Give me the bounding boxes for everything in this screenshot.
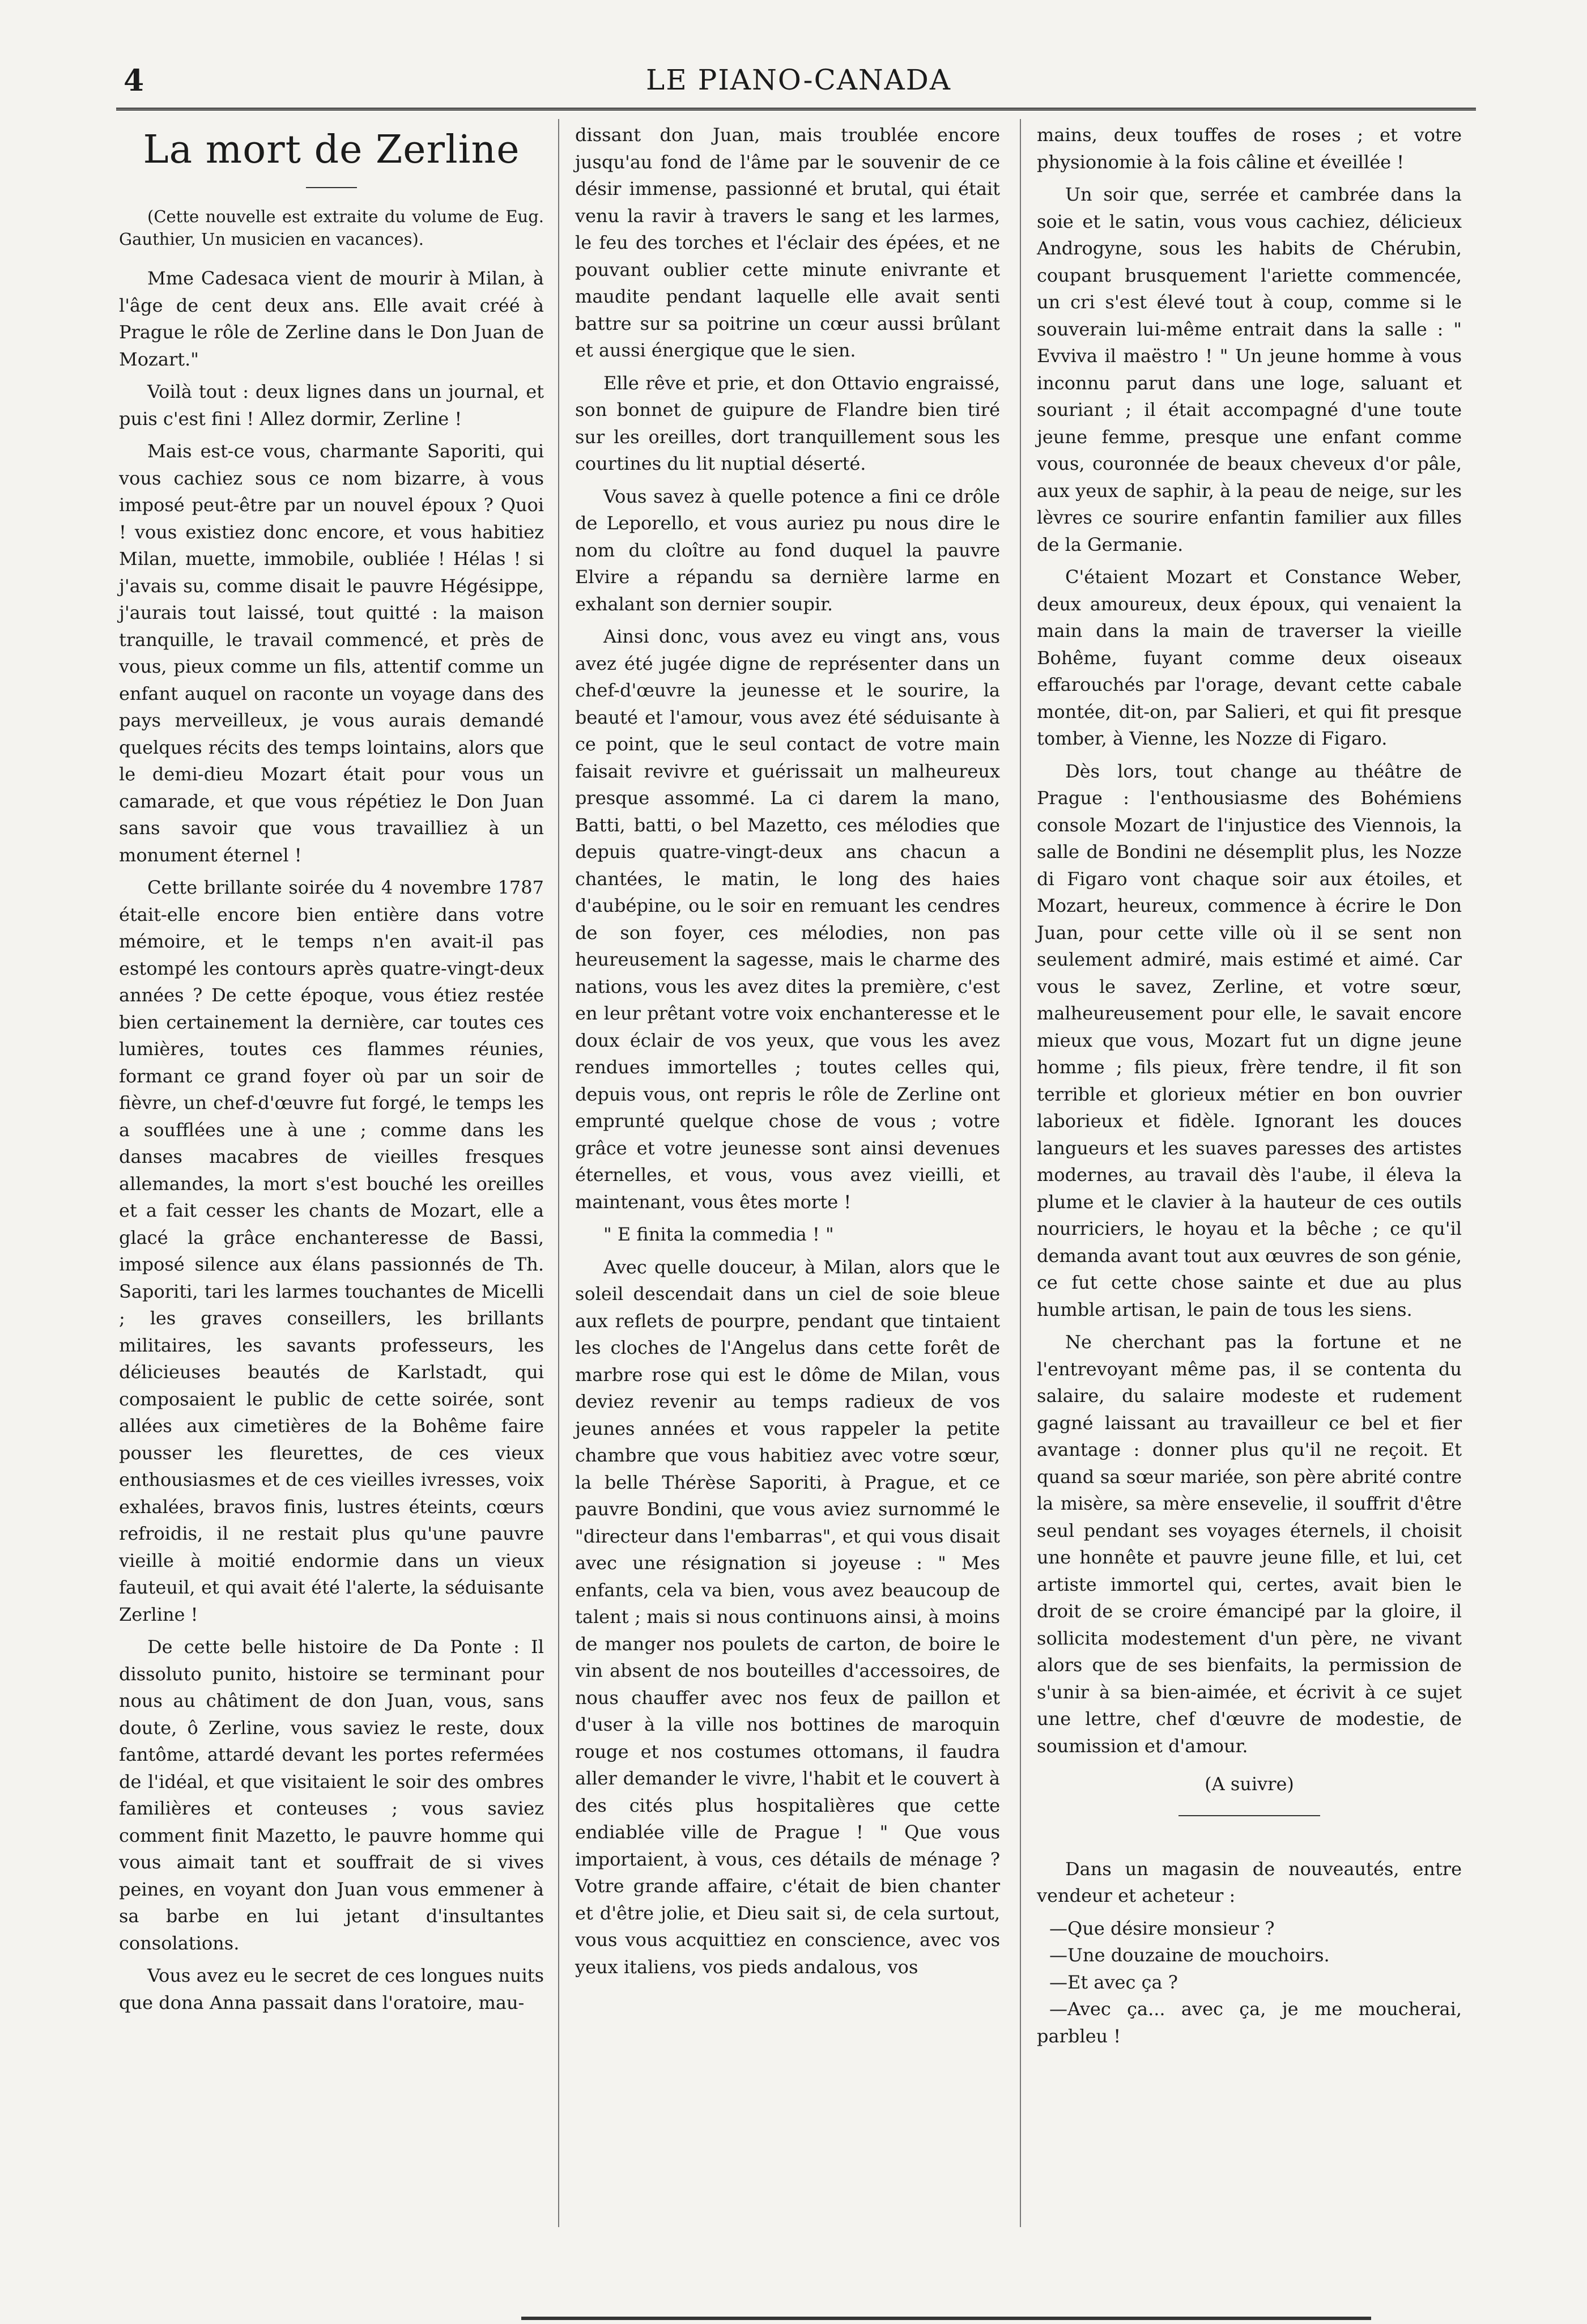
paragraph: mains, deux touffes de roses ; et votre physionomie à la fois câline et éveillée ! (1037, 124, 1462, 173)
paragraph: Elle rêve et prie, et don Ottavio engraissé, son bonnet de guipure de Flandre bien tiré sur les oreilles, dort tranquillement sous les courtines du lit nuptial déserté. (575, 372, 1000, 474)
bottom-rule (521, 2317, 1371, 2320)
page-number: 4 (124, 63, 144, 98)
column-1 (119, 122, 544, 2022)
to-be-continued: (A suivre) (1205, 1773, 1294, 1795)
paragraph: Voilà tout : deux lignes dans un journal, et puis c'est fini ! Allez dormir, Zerline ! (119, 381, 544, 430)
paragraph: Vous savez à quelle potence a fini ce drôle de Leporello, et vous auriez pu nous dire le nom du cloître au fond duquel la pauvre Elvire a répandu sa dernière larme en exhalant son dernier soupir. (575, 485, 1000, 615)
running-title: LE PIANO-CANADA (646, 63, 951, 96)
paragraph: Ne cherchant pas la fortune et ne l'entrevoyant même pas, il se contenta du salaire, du salaire modeste et rudement gagné laissant au travailleur ce bel et fier avantage : donner plus qu'il ne reçoit. Et quand sa sœur mariée, son père abrité contre la misère, sa mère ensevelie, il souffrit d'être seul pendant ses voyages éternels, il choisit une honnête et pauvre jeune fille, et lui, cet artiste immortel qui, certes, avait bien le droit de se croire émancipé par la gloire, il sollicita modestement d'un père, ne vivant alors que de ses bienfaits, la permission de s'unir à sa bien-aimée, et écrivit à ce sujet une lettre, chef d'œuvre de modestie, de soumission et d'amour. (1037, 1331, 1462, 1757)
article-title: La mort de Zerline (143, 128, 520, 172)
paragraph: De cette belle histoire de Da Ponte : Il dissoluto punito, histoire se terminant pour nous au châtiment de don Juan, vous, sans doute, ô Zerline, vous saviez le reste, doux fantôme, attardé devant les portes refermées de l'idéal, et que visitaient le soir des ombres familières et conteuses ; vous saviez comment finit Mazetto, le pauvre homme qui vous aimait tant et souffrait de si vives peines, en voyant don Juan vous emmener à sa barbe en lui jetant d'insultantes consolations. (119, 1636, 544, 1954)
paragraph: C'étaient Mozart et Constance Weber, deux amoureux, deux époux, qui venaient la main dans la main de traverser la vieille Bohême, fuyant comme deux oiseaux effarouchés par l'orage, devant cette cabale montée, dit-on, par Salieri, et qui fit presque tomber, à Vienne, les Nozze di Figaro. (1037, 566, 1462, 749)
column-rule (1020, 119, 1021, 2227)
anecdote-line: —Avec ça... avec ça, je me moucherai, parbleu ! (1037, 1998, 1462, 2047)
paragraph: Un soir que, serrée et cambrée dans la soie et le satin, vous vous cachiez, délicieux Androgyne, sous les habits de Chérubin, coupant brusquement l'ariette commencée, un cri s'est élevé tout à coup, comme si le souverain lui-même entrait dans la salle : " Evviva il maëstro ! " Un jeune homme à vous inconnu parut dans une loge, saluant et souriant ; il était accompagné d'une toute jeune femme, presque une enfant comme vous, couronnée de beaux cheveux d'or pâle, aux yeux de saphir, à la peau de neige, sur les lèvres ce sourire enfantin familier aux filles de la Germanie. (1037, 184, 1462, 555)
title-rule (306, 187, 357, 188)
paragraph: dissant don Juan, mais troublée encore jusqu'au fond de l'âme par le souvenir de ce désir immense, passionné et brutal, qui était venu la ravir à travers le sang et les larmes, le feu des torches et l'éclair des épées, et ne pouvant oublier cette minute enivrante et maudite pendant laquelle elle avait senti battre sur sa poitrine un cœur aussi brûlant et aussi énergique que le sien. (575, 124, 1000, 361)
column-3 (1037, 122, 1462, 2050)
paragraph: " E finita la commedia ! " (603, 1223, 834, 1245)
paragraph: Mais est-ce vous, charmante Saporiti, qui vous cachiez sous ce nom bizarre, à vous imposé peut-être par un nouvel époux ? Quoi ! vous existiez donc encore, et vous habitiez Milan, muette, immobile, oubliée ! Hélas ! si j'avais su, comme disait le pauvre Hégésippe, j'aurais tout laissé, tout quitté : la maison tranquille, le travail commencé, et près de vous, pieux comme un fils, attentif comme un enfant auquel on raconte un voyage dans des pays merveilleux, je vous aurais demandé quelques récits des temps lointains, alors que le demi-dieu Mozart était pour vous un camarade, et que vous répétiez le Don Juan sans savoir que vous travailliez à un monument éternel ! (119, 440, 544, 866)
paragraph: Dès lors, tout change au théâtre de Prague : l'enthousiasme des Bohémiens console Mozart de l'injustice des Viennois, la salle de Bondini ne désemplit plus, les Nozze di Figaro vont chaque soir aux étoiles, et Mozart, heureux, commence à écrire le Don Juan, pour cette ville où il se sent non seulement admiré, mais estimé et aimé. Car vous le savez, Zerline, et votre sœur, malheureusement pour elle, le savait encore mieux que vous, Mozart fut un digne jeune homme ; fils pieux, frère tendre, il fit son terrible et glorieux métier en bon ouvrier laborieux et fidèle. Ignorant les douces langueurs et les suaves paresses des artistes modernes, au travail dès l'aube, il éleva la plume et le clavier à la hauteur de ces outils nourriciers, le hoyau et la bêche ; ce qu'il demanda avant tout aux œuvres de son génie, ce fut cette chose sainte et due au plus humble artisan, le pain de tous les siens. (1037, 760, 1462, 1320)
paragraph: Ainsi donc, vous avez eu vingt ans, vous avez été jugée digne de représenter dans un chef-d'œuvre la jeunesse et le sourire, la beauté et l'amour, vous avez été séduisante à ce point, que le seul contact de votre main faisait revivre et guérissait un malheureux presque assommé. La ci darem la mano, Batti, batti, o bel Mazetto, ces mélodies que depuis quatre-vingt-deux ans chacun a chantées, le matin, le long des haies d'aubépine, ou le soir en remuant les cendres de son foyer, ces mélodies, non pas heureusement la sagesse, mais le charme des nations, vous les avez dites la première, c'est en leur prêtant votre voix enchanteresse et le doux éclair de vos yeux, que vous les avez rendues immortelles ; toutes celles qui, depuis vous, ont repris le rôle de Zerline ont emprunté quelque chose de vous ; votre grâce et votre jeunesse sont ainsi devenues éternelles, et vous, vous avez vieilli, et maintenant, vous êtes morte ! (575, 626, 1000, 1213)
paragraph: Vous avez eu le secret de ces longues nuits que dona Anna passait dans l'oratoire, mau- (119, 1965, 544, 2013)
anecdote-intro: Dans un magasin de nouveautés, entre vendeur et acheteur : (1037, 1858, 1462, 1906)
column-2 (575, 122, 1000, 1986)
header-rule (116, 108, 1476, 111)
source-note: (Cette nouvelle est extraite du volume de Eug. Gauthier, Un musicien en vacances). (119, 207, 544, 249)
anecdote-line: —Que désire monsieur ? (1049, 1917, 1275, 1939)
column-rule (558, 119, 559, 2227)
section-rule (1178, 1815, 1320, 1816)
anecdote-line: —Et avec ça ? (1049, 1971, 1178, 1993)
paragraph: Cette brillante soirée du 4 novembre 1787 était-elle encore bien entière dans votre mémoire, et le temps n'en avait-il pas estompé les contours après quatre-vingt-deux années ? De cette époque, vous étiez restée bien certainement la dernière, car toutes ces lumières, toutes ces flammes réunies, formant ce grand foyer où par un soir de fièvre, un chef-d'œuvre fut forgé, le temps les a soufflées une à une ; comme dans les danses macabres de vieilles fresques allemandes, la mort s'est bouché les oreilles et a fait cesser les chants de Mozart, elle a glacé la grâce enchanteresse de Bassi, imposé silence aux élans passionnés de Th. Saporiti, tari les larmes touchantes de Micelli ; les graves conseillers, les brillants militaires, les savants professeurs, les délicieuses beautés de Karlstadt, qui composaient le public de cette soirée, sont allées aux cimetières de la Bohême faire pousser les fleurettes, de ces vieux enthousiasmes et de ces vieilles ivresses, voix exhalées, bravos finis, lustres éteints, cœurs refroidis, il ne restait plus qu'une pauvre vieille à moitié endormie dans un vieux fauteuil, et qui avait été l'alerte, la séduisante Zerline ! (119, 877, 544, 1625)
anecdote-line: —Une douzaine de mouchoirs. (1049, 1944, 1330, 1966)
paragraph: Avec quelle douceur, à Milan, alors que le soleil descendait dans un ciel de soie bleue aux reflets de pourpre, pendant que tintaient les cloches de l'Angelus dans cette forêt de marbre rose qui est le dôme de Milan, vous deviez revenir au temps radieux de vos jeunes années et vous rappeler la petite chambre que vous habitiez avec votre sœur, la belle Thérèse Saporiti, à Prague, et ce pauvre Bondini, que vous aviez surnommé le "directeur dans l'embarras", et qui vous disait avec une résignation si joyeuse : " Mes enfants, cela va bien, vous avez beaucoup de talent ; mais si nous continuons ainsi, à moins de manger nos poulets de carton, de boire le vin absent de nos bouteilles d'accessoires, de nous chauffer avec nos feux de paillon et d'user à la ville nos bottines de maroquin rouge et nos costumes ottomans, il faudra aller demander le vivre, l'habit et le couvert à des cités plus hospitalières que cette endiablée ville de Prague ! " Que vous importaient, à vous, ces détails de ménage ? Votre grande affaire, c'était de bien chanter et d'être jolie, et Dieu sait si, de cela surtout, vous vous acquittiez en conscience, avec vos yeux italiens, vos pieds andalous, vos (575, 1256, 1000, 1978)
paragraph: Mme Cadesaca vient de mourir à Milan, à l'âge de cent deux ans. Elle avait créé à Prague le rôle de Zerline dans le Don Juan de Mozart." (119, 267, 544, 370)
